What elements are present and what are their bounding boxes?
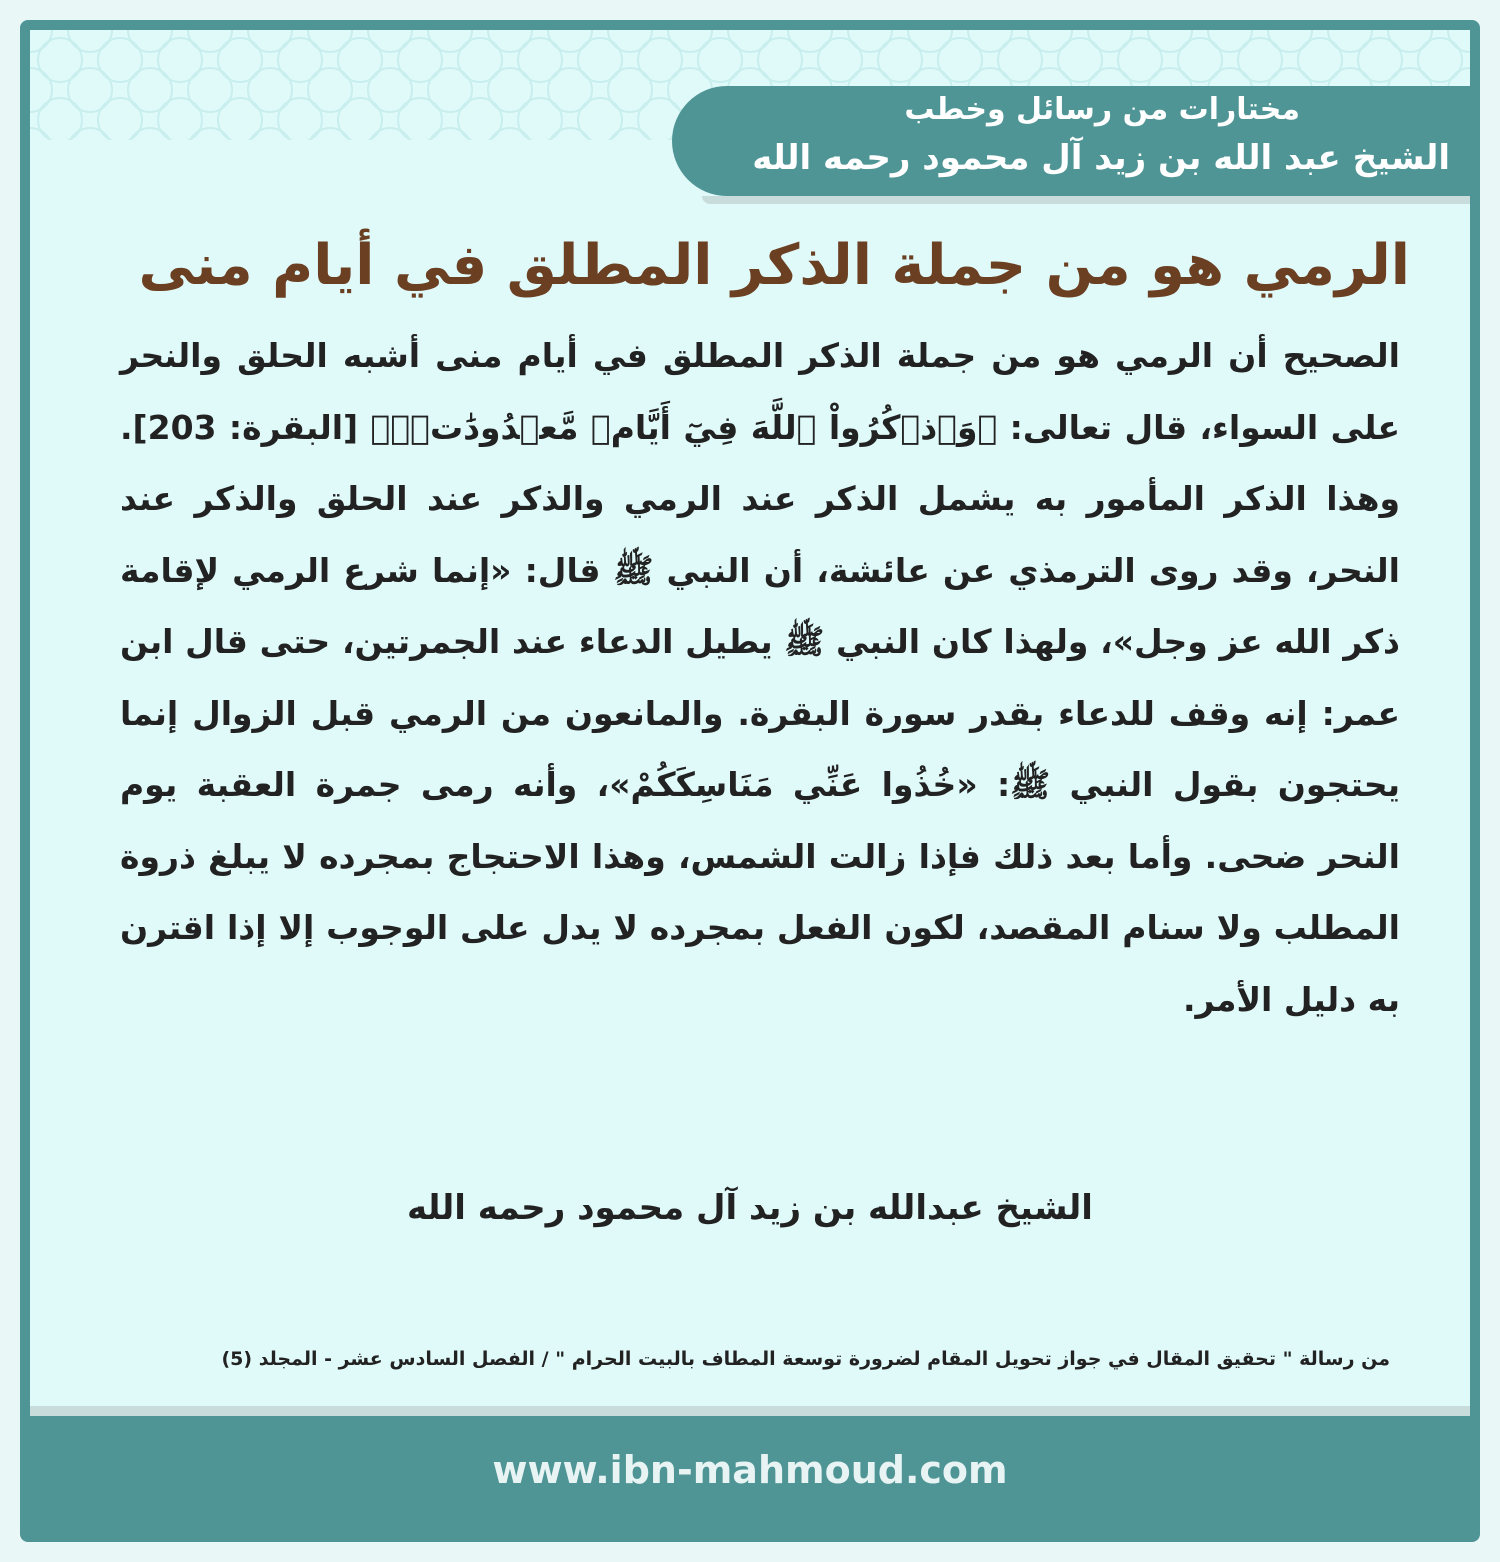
header-shadow — [702, 196, 1470, 204]
panel-bottom-edge — [30, 1406, 1470, 1416]
header-subtitle: مختارات من رسائل وخطب — [904, 92, 1300, 127]
website-url: www.ibn-mahmoud.com — [492, 1448, 1008, 1492]
source-citation: من رسالة " تحقيق المقال في جواز تحويل المقام لضرورة توسعة المطاف بالبيت الحرام " / الفصل السادس عشر - المجلد (5) — [221, 1348, 1390, 1370]
header-banner — [672, 86, 1470, 196]
article-title: الرمي هو من جملة الذكر المطلق في أيام منى — [138, 233, 1410, 298]
content-panel — [30, 30, 1470, 1410]
header-author: الشيخ عبد الله بن زيد آل محمود رحمه الله — [752, 138, 1450, 178]
author-signature: الشيخ عبدالله بن زيد آل محمود رحمه الله — [407, 1188, 1093, 1228]
article-body: الصحيح أن الرمي هو من جملة الذكر المطلق في أيام منى أشبه الحلق والنحر على السواء، قال تعالى: ﴿وَٱذۡكُرُواْ ٱللَّهَ فِيٓ أَيَّامٖ مَّعۡدُودَٰتٖۚ﴾ [البقرة: 203]. وهذا الذكر المأمور به يشمل الذكر عند الرمي والذكر عند الحلق والذكر عند النحر، وقد روى الترمذي عن عائشة، أن النبي ﷺ قال: «إنما شرع الرمي لإقامة ذكر الله عز وجل»، ولهذا كان النبي ﷺ يطيل الدعاء عند الجمرتين، حتى قال ابن عمر: إنه وقف للدعاء بقدر سورة البقرة. والمانعون من الرمي قبل الزوال إنما يحتجون بقول النبي ﷺ: «خُذُوا عَنِّي مَنَاسِكَكُمْ»، وأنه رمى جمرة العقبة يوم النحر ضحى. وأما بعد ذلك فإذا زالت الشمس، وهذا الاحتجاج بمجرده لا يبلغ ذروة المطلب ولا سنام المقصد، لكون الفعل بمجرده لا يدل على الوجوب إلا إذا اقترن به دليل الأمر. — [120, 336, 1400, 1019]
